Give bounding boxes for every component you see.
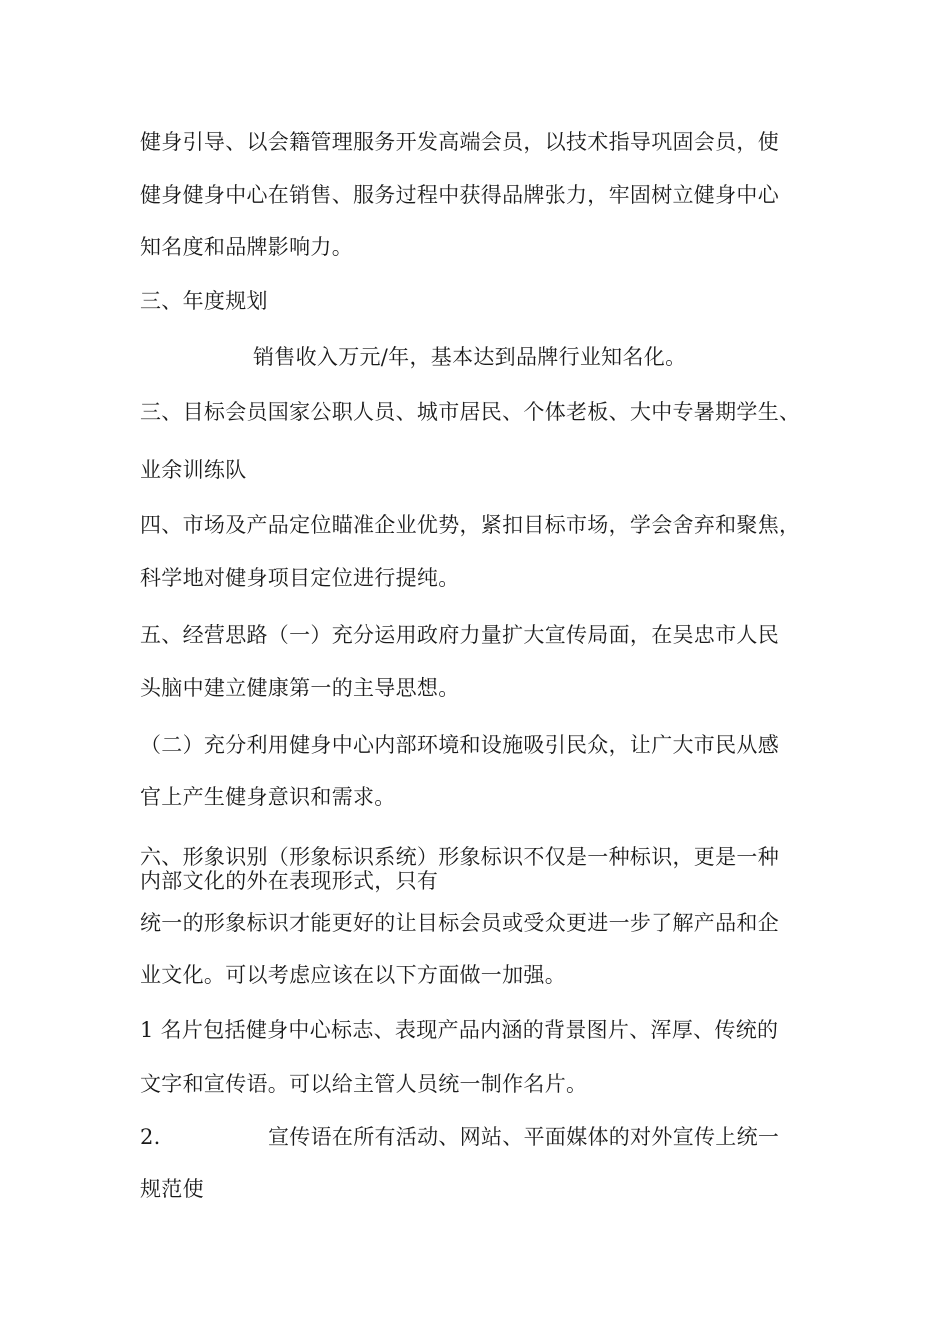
section-heading: 三、年度规划 [140, 289, 268, 313]
text-line: 健身健身中心在销售、服务过程中获得品牌张力，牢固树立健身中心 [140, 183, 779, 207]
text-line: （二）充分利用健身中心内部环境和设施吸引民众，让广大市民从感 [140, 733, 779, 757]
text-line: 业余训练队 [140, 458, 247, 482]
text-line: 四、市场及产品定位瞄准企业优势，紧扣目标市场，学会舍弃和聚焦， [140, 513, 801, 537]
text-line: 内部文化的外在表现形式，只有 [140, 869, 439, 893]
text-line: 六、形象识别（形象标识系统）形象标识不仅是一种标识，更是一种 [140, 845, 779, 869]
text-line: 官上产生健身意识和需求。 [140, 785, 396, 809]
text-line: 科学地对健身项目定位进行提纯。 [140, 566, 460, 590]
text-line: 三、目标会员国家公职人员、城市居民、个体老板、大中专暑期学生、 [140, 400, 801, 424]
text-line: 五、经营思路（一）充分运用政府力量扩大宣传局面，在吴忠市人民 [140, 623, 779, 647]
text-line: 规范使 [140, 1177, 204, 1201]
numbered-item-line [140, 1122, 850, 1152]
text-line: 业文化。可以考虑应该在以下方面做一加强。 [140, 963, 566, 987]
text-line: 头脑中建立健康第一的主导思想。 [140, 676, 460, 700]
text-line: 健身引导、以会籍管理服务开发高端会员，以技术指导巩固会员，使 [140, 130, 779, 154]
item-text: 宣传语在所有活动、网站、平面媒体的对外宣传上统一 [268, 1125, 780, 1149]
text-line: 知名度和品牌影响力。 [140, 235, 353, 259]
item-number: 2. [140, 1125, 161, 1149]
text-line: 1 名片包括健身中心标志、表现产品内涵的背景图片、浑厚、传统的 [140, 1018, 779, 1042]
text-line: 统一的形象标识才能更好的让目标会员或受众更进一步了解产品和企 [140, 911, 779, 935]
text-line: 销售收入万元/年，基本达到品牌行业知名化。 [253, 345, 687, 369]
text-line: 文字和宣传语。可以给主管人员统一制作名片。 [140, 1072, 588, 1096]
